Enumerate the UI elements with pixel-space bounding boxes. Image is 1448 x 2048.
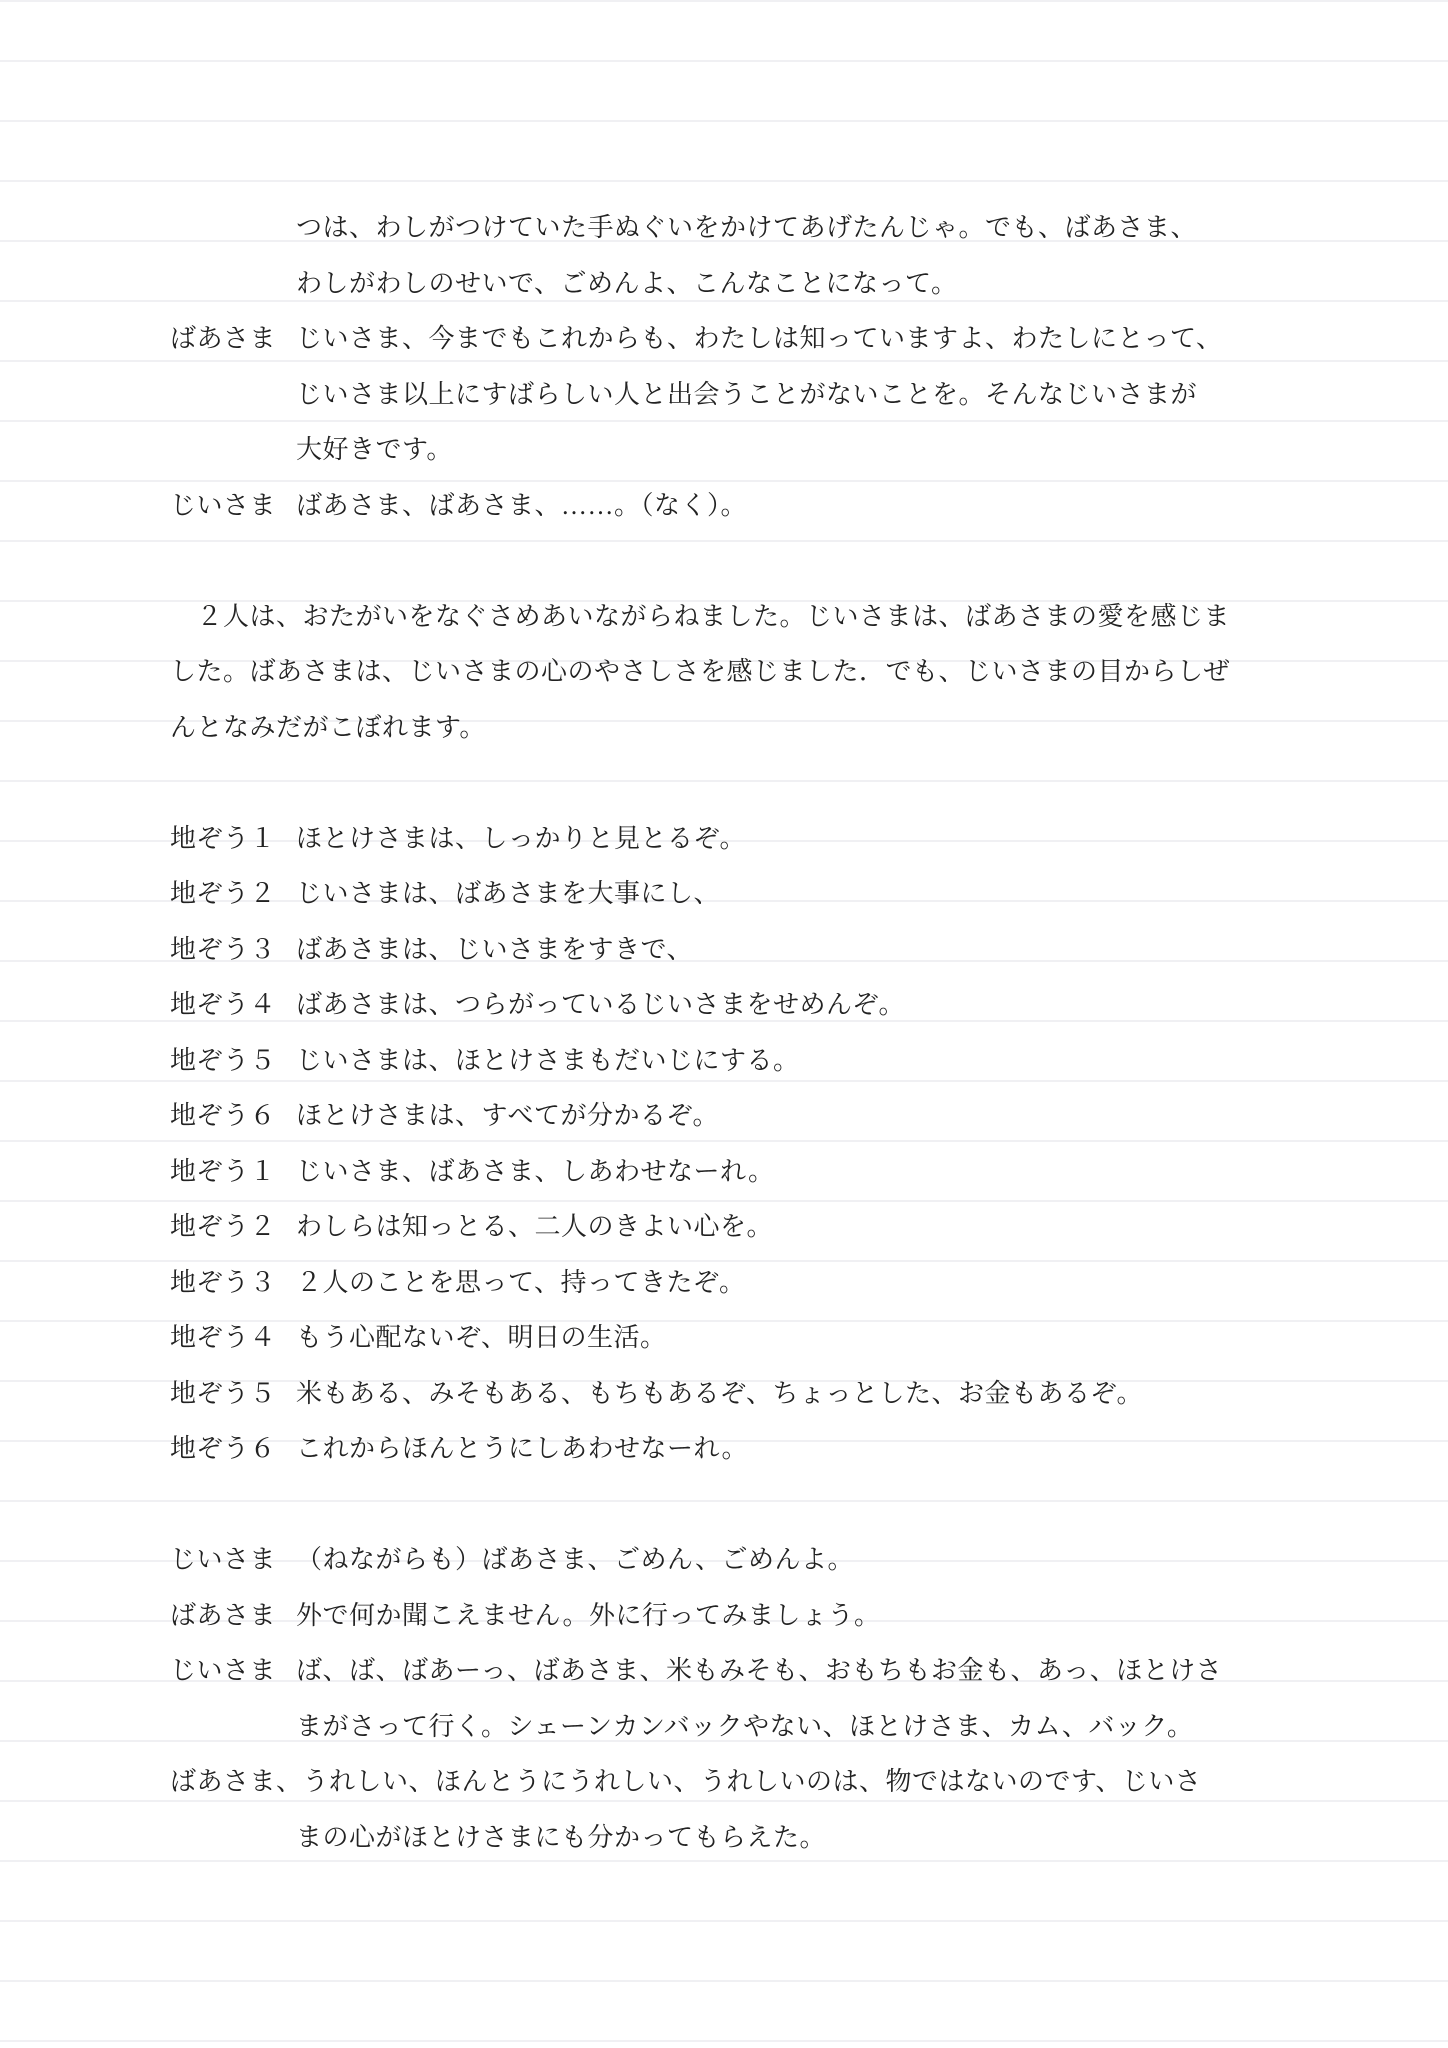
speaker-label: じいさま	[170, 490, 277, 520]
dialogue-row-jiisama	[170, 1643, 1328, 1699]
dialogue-row-baasama-inline	[170, 1754, 1328, 1810]
dialogue-continuation-row	[170, 367, 1328, 423]
dialogue-text: （ねながらも）ばあさま、ごめん、ごめんよ。	[296, 1545, 855, 1574]
speaker-label	[170, 256, 296, 312]
jizo-row-6b	[170, 1421, 1328, 1477]
narration-line	[170, 644, 1328, 700]
dialogue-text: 外で何か聞こえません。外に行ってみましょう。	[296, 1600, 881, 1630]
speaker-label: 地ぞう５	[170, 1045, 277, 1075]
dialogue-text: ばあさまは、じいさまをすきで、	[296, 934, 693, 964]
speaker-label: 地ぞう３	[170, 1267, 277, 1297]
narration-line	[170, 700, 1328, 756]
jizo-row-4	[170, 977, 1328, 1033]
speaker-label: 地ぞう４	[170, 990, 277, 1019]
speaker-label: 地ぞう６	[170, 1434, 277, 1463]
dialogue-text: うれしい、ほんとうにうれしい、うれしいのは、物ではないのです、じいさ	[302, 1767, 1202, 1796]
blank-line	[170, 755, 1328, 811]
speaker-label	[170, 367, 296, 423]
dialogue-text: じいさまは、ほとけさまもだいじにする。	[296, 1045, 800, 1075]
dialogue-text: ２人のことを思って、持ってきたぞ。	[296, 1267, 746, 1297]
narration-text: ２人は、おたがいをなぐさめあいながらねました。じいさまは、ばあさまの愛を感じま	[170, 601, 1231, 631]
narration-text: した。ばあさまは、じいさまの心のやさしさを感じました．でも、じいさまの目からしぜ	[170, 657, 1231, 686]
jizo-row-5b	[170, 1366, 1328, 1422]
narration-line	[170, 589, 1328, 645]
jizo-row-3b	[170, 1255, 1328, 1311]
speaker-label	[170, 1699, 296, 1755]
jizo-row-4b	[170, 1310, 1328, 1366]
dialogue-continuation-row	[170, 1810, 1328, 1866]
speaker-label	[170, 422, 296, 478]
dialogue-row-jiisama	[170, 1532, 1328, 1588]
dialogue-text: 米もある、みそもある、もちもあるぞ、ちょっとした、お金もあるぞ。	[296, 1378, 1143, 1408]
speaker-label: 地ぞう２	[170, 879, 277, 908]
jizo-row-1b	[170, 1144, 1328, 1200]
speaker-label: じいさま	[170, 1656, 277, 1685]
dialogue-text: わしらは知っとる、二人のきよい心を。	[296, 1212, 774, 1241]
jizo-row-1	[170, 811, 1328, 867]
speaker-label	[170, 1810, 296, 1866]
narration-text: んとなみだがこぼれます。	[170, 712, 486, 742]
dialogue-continuation-row	[170, 1699, 1328, 1755]
dialogue-text: ほとけさまは、しっかりと見とるぞ。	[296, 823, 746, 853]
speaker-label: 地ぞう１	[170, 1156, 277, 1186]
dialogue-row-jiisama	[170, 478, 1328, 534]
dialogue-text: つは、わしがつけていた手ぬぐいをかけてあげたんじゃ。でも、ばあさま、	[296, 213, 1198, 242]
speaker-label: 地ぞう６	[170, 1101, 277, 1130]
dialogue-continuation-row	[170, 200, 1328, 256]
dialogue-text: じいさまは、ばあさまを大事にし、	[296, 879, 721, 908]
dialogue-row-baasama	[170, 311, 1328, 367]
speaker-label: 地ぞう５	[170, 1378, 277, 1408]
dialogue-row-baasama	[170, 1588, 1328, 1644]
dialogue-text: ば、ば、ばあーっ、ばあさま、米もみそも、おもちもお金も、あっ、ほとけさ	[296, 1656, 1223, 1685]
speaker-label: 地ぞう１	[170, 823, 277, 853]
dialogue-continuation-row	[170, 256, 1328, 312]
speaker-label: 地ぞう４	[170, 1323, 277, 1352]
dialogue-text: ばあさま、ばあさま、……。（なく）。	[296, 490, 748, 520]
speaker-label: ばあさま、	[170, 1767, 303, 1796]
speaker-label	[170, 200, 296, 256]
blank-line	[170, 533, 1328, 589]
dialogue-text: ほとけさまは、すべてが分かるぞ。	[296, 1101, 719, 1130]
blank-line	[170, 1477, 1328, 1533]
speaker-label: じいさま	[170, 1545, 277, 1574]
jizo-row-6	[170, 1088, 1328, 1144]
jizo-row-2b	[170, 1199, 1328, 1255]
script-text-block	[170, 200, 1328, 1865]
speaker-label: 地ぞう３	[170, 934, 277, 964]
dialogue-text: これからほんとうにしあわせなーれ。	[296, 1434, 749, 1463]
dialogue-text: 大好きです。	[296, 435, 453, 464]
dialogue-text: じいさま、ばあさま、しあわせなーれ。	[296, 1156, 775, 1186]
dialogue-text: じいさま、今までもこれからも、わたしは知っていますよ、わたしにとって、	[296, 324, 1223, 353]
dialogue-text: じいさま以上にすばらしい人と出会うことがないことを。そんなじいさまが	[296, 379, 1198, 409]
dialogue-continuation-row	[170, 422, 1328, 478]
dialogue-text: まの心がほとけさまにも分かってもらえた。	[296, 1822, 827, 1852]
speaker-label: ばあさま	[170, 324, 277, 353]
speaker-label: 地ぞう２	[170, 1212, 277, 1241]
speaker-label: ばあさま	[170, 1600, 277, 1630]
dialogue-text: わしがわしのせいで、ごめんよ、こんなことになって。	[296, 268, 958, 298]
jizo-row-3	[170, 922, 1328, 978]
dialogue-text: まがさって行く。シェーンカンバックやない、ほとけさま、カム、バック。	[296, 1711, 1194, 1741]
jizo-row-2	[170, 866, 1328, 922]
jizo-row-5	[170, 1033, 1328, 1089]
dialogue-text: ばあさまは、つらがっているじいさまをせめんぞ。	[296, 990, 905, 1019]
dialogue-text: もう心配ないぞ、明日の生活。	[296, 1323, 667, 1352]
